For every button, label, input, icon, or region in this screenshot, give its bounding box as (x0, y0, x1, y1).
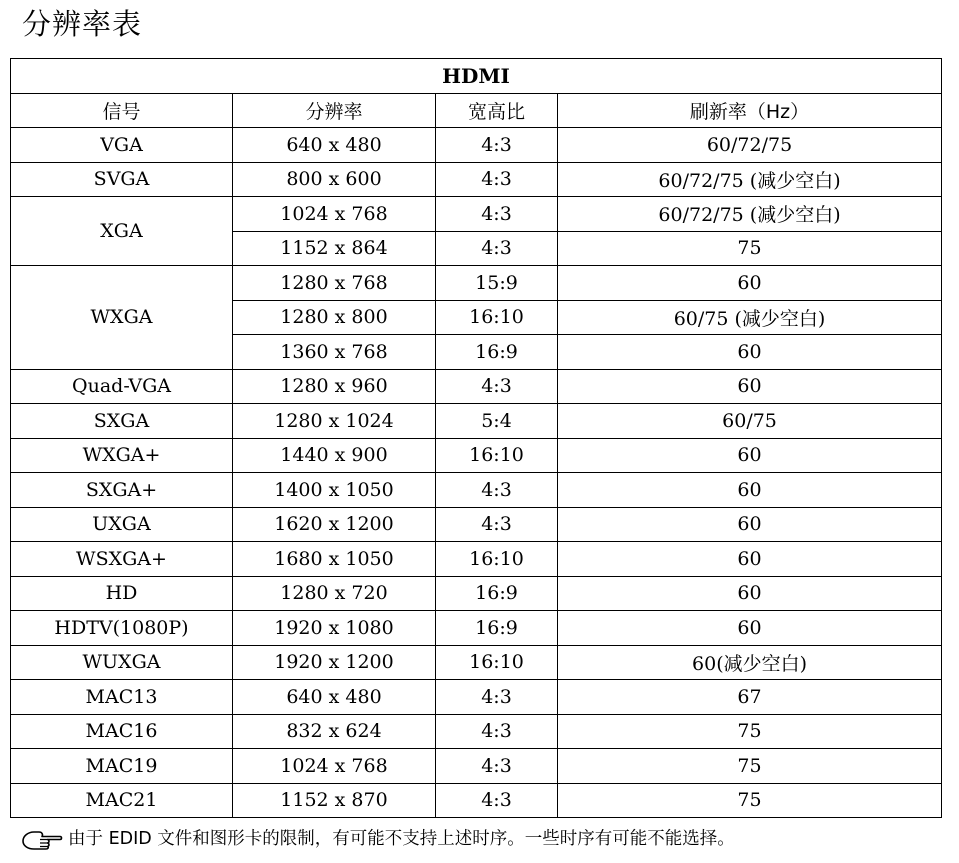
cell-refresh-rate: 75 (558, 714, 942, 749)
pointing-hand-icon (20, 829, 64, 851)
cell-aspect-ratio: 4:3 (436, 680, 558, 715)
cell-refresh-rate: 60/72/75 (减少空白) (558, 197, 942, 232)
column-header-signal: 信号 (11, 93, 233, 128)
cell-signal: WXGA+ (11, 438, 233, 473)
cell-refresh-rate: 60 (558, 542, 942, 577)
table-row (11, 783, 942, 818)
cell-resolution: 1280 x 960 (233, 369, 436, 404)
cell-refresh-rate: 75 (558, 783, 942, 818)
table-row (11, 369, 942, 404)
table-row (11, 714, 942, 749)
cell-aspect-ratio: 4:3 (436, 369, 558, 404)
cell-signal: WSXGA+ (11, 542, 233, 577)
cell-resolution: 1152 x 870 (233, 783, 436, 818)
cell-signal: HDTV(1080P) (11, 611, 233, 646)
cell-resolution: 832 x 624 (233, 714, 436, 749)
cell-aspect-ratio: 4:3 (436, 507, 558, 542)
cell-refresh-rate: 60/72/75 (减少空白) (558, 162, 942, 197)
table-row (11, 507, 942, 542)
cell-refresh-rate: 60/75 (558, 404, 942, 439)
table-row (11, 473, 942, 508)
cell-refresh-rate: 75 (558, 749, 942, 784)
cell-aspect-ratio: 4:3 (436, 231, 558, 266)
cell-resolution: 800 x 600 (233, 162, 436, 197)
cell-refresh-rate: 60 (558, 438, 942, 473)
cell-signal: MAC21 (11, 783, 233, 818)
cell-aspect-ratio: 16:9 (436, 611, 558, 646)
cell-signal: SXGA+ (11, 473, 233, 508)
table-row (11, 438, 942, 473)
cell-aspect-ratio: 16:10 (436, 300, 558, 335)
table-caption-row (11, 59, 942, 94)
cell-resolution: 640 x 480 (233, 128, 436, 163)
column-header-aspect-ratio: 宽高比 (436, 93, 558, 128)
footnote-text: 由于 EDID 文件和图形卡的限制，有可能不支持上述时序。一些时序有可能不能选择。 (68, 829, 735, 849)
cell-resolution: 1152 x 864 (233, 231, 436, 266)
cell-resolution: 1920 x 1080 (233, 611, 436, 646)
cell-resolution: 1024 x 768 (233, 749, 436, 784)
table-body (11, 128, 942, 818)
cell-refresh-rate: 60 (558, 473, 942, 508)
table-header-row (11, 93, 942, 128)
cell-signal: WUXGA (11, 645, 233, 680)
cell-refresh-rate: 60 (558, 266, 942, 301)
cell-resolution: 1024 x 768 (233, 197, 436, 232)
cell-aspect-ratio: 16:9 (436, 335, 558, 370)
table-row (11, 128, 942, 163)
cell-signal: MAC13 (11, 680, 233, 715)
table-row (11, 680, 942, 715)
cell-aspect-ratio: 16:10 (436, 438, 558, 473)
cell-signal: MAC16 (11, 714, 233, 749)
table-row (11, 162, 942, 197)
cell-refresh-rate: 60/75 (减少空白) (558, 300, 942, 335)
cell-aspect-ratio: 4:3 (436, 749, 558, 784)
cell-aspect-ratio: 4:3 (436, 783, 558, 818)
cell-aspect-ratio: 16:10 (436, 542, 558, 577)
cell-aspect-ratio: 16:10 (436, 645, 558, 680)
cell-resolution: 640 x 480 (233, 680, 436, 715)
column-header-resolution: 分辨率 (233, 93, 436, 128)
cell-resolution: 1620 x 1200 (233, 507, 436, 542)
table-row (11, 611, 942, 646)
table-row (11, 197, 942, 232)
cell-refresh-rate: 60(减少空白) (558, 645, 942, 680)
cell-resolution: 1280 x 768 (233, 266, 436, 301)
cell-signal: MAC19 (11, 749, 233, 784)
cell-refresh-rate: 67 (558, 680, 942, 715)
cell-signal: WXGA (11, 266, 233, 370)
cell-signal: SVGA (11, 162, 233, 197)
table-row (11, 266, 942, 301)
table-row (11, 749, 942, 784)
table-row (11, 576, 942, 611)
cell-signal: Quad-VGA (11, 369, 233, 404)
table-row (11, 645, 942, 680)
cell-resolution: 1440 x 900 (233, 438, 436, 473)
cell-signal: XGA (11, 197, 233, 266)
cell-refresh-rate: 60 (558, 507, 942, 542)
cell-resolution: 1360 x 768 (233, 335, 436, 370)
cell-aspect-ratio: 4:3 (436, 197, 558, 232)
cell-resolution: 1920 x 1200 (233, 645, 436, 680)
table-row (11, 542, 942, 577)
cell-resolution: 1280 x 720 (233, 576, 436, 611)
cell-refresh-rate: 60 (558, 576, 942, 611)
cell-aspect-ratio: 4:3 (436, 473, 558, 508)
cell-aspect-ratio: 4:3 (436, 128, 558, 163)
column-header-refresh-rate: 刷新率（Hz） (558, 93, 942, 128)
cell-signal: HD (11, 576, 233, 611)
resolution-table (10, 58, 942, 818)
table-caption: HDMI (11, 59, 942, 94)
cell-refresh-rate: 60/72/75 (558, 128, 942, 163)
cell-signal: VGA (11, 128, 233, 163)
cell-refresh-rate: 75 (558, 231, 942, 266)
cell-refresh-rate: 60 (558, 611, 942, 646)
cell-aspect-ratio: 4:3 (436, 714, 558, 749)
cell-signal: UXGA (11, 507, 233, 542)
cell-signal: SXGA (11, 404, 233, 439)
table-row (11, 404, 942, 439)
cell-resolution: 1280 x 1024 (233, 404, 436, 439)
cell-resolution: 1400 x 1050 (233, 473, 436, 508)
cell-resolution: 1680 x 1050 (233, 542, 436, 577)
page-title: 分辨率表 (22, 7, 143, 41)
cell-aspect-ratio: 5:4 (436, 404, 558, 439)
cell-refresh-rate: 60 (558, 335, 942, 370)
cell-refresh-rate: 60 (558, 369, 942, 404)
cell-aspect-ratio: 16:9 (436, 576, 558, 611)
cell-resolution: 1280 x 800 (233, 300, 436, 335)
cell-aspect-ratio: 4:3 (436, 162, 558, 197)
cell-aspect-ratio: 15:9 (436, 266, 558, 301)
